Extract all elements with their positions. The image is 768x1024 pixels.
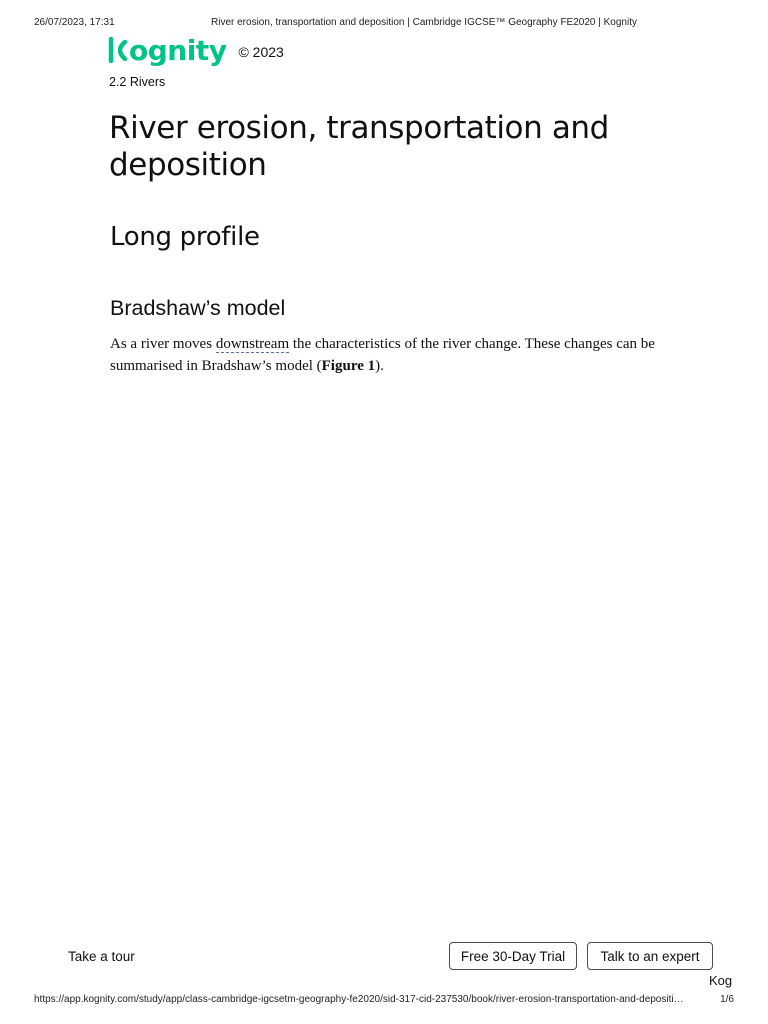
print-footer	[34, 994, 734, 1008]
kognity-k-icon	[108, 37, 128, 63]
talk-to-expert-button[interactable]: Talk to an expert	[587, 942, 713, 970]
copyright-text: © 2023	[238, 44, 284, 60]
free-trial-button[interactable]: Free 30-Day Trial	[449, 942, 577, 970]
take-a-tour-link[interactable]: Take a tour	[68, 949, 135, 964]
glossary-term-link[interactable]: downstream	[215, 336, 290, 352]
kognity-logo[interactable]	[108, 34, 226, 67]
logo-text: ognity	[129, 33, 227, 67]
print-header	[34, 17, 734, 31]
page-title: River erosion, transportation and deposition	[109, 110, 609, 183]
body-text-part: the characteristics of the river change. These changes can be summarised in Bradshaw’s model (	[110, 336, 655, 374]
section-breadcrumb: 2.2 Rivers	[109, 75, 166, 89]
subsection-heading: Bradshaw’s model	[110, 296, 286, 320]
print-document-title: River erosion, transportation and deposition | Cambridge IGCSE™ Geography FE2020 | Kognity	[211, 17, 637, 28]
body-paragraph	[110, 334, 670, 377]
page-number: 1/6	[720, 994, 734, 1005]
body-text-part: ).	[375, 357, 384, 374]
brand-row	[108, 34, 284, 66]
print-datetime: 26/07/2023, 17:31	[34, 17, 115, 28]
truncated-logo-text: Kog	[709, 973, 733, 988]
print-url: https://app.kognity.com/study/app/class-cambridge-igcsetm-geography-fe2020/sid-317-cid-237530/book/river-erosion-transportation-and-depositi…	[34, 994, 684, 1005]
body-text-part: As a river moves	[110, 336, 216, 352]
footer-bar	[0, 942, 768, 972]
figure-reference: Figure 1	[321, 357, 376, 374]
section-heading: Long profile	[110, 222, 260, 252]
